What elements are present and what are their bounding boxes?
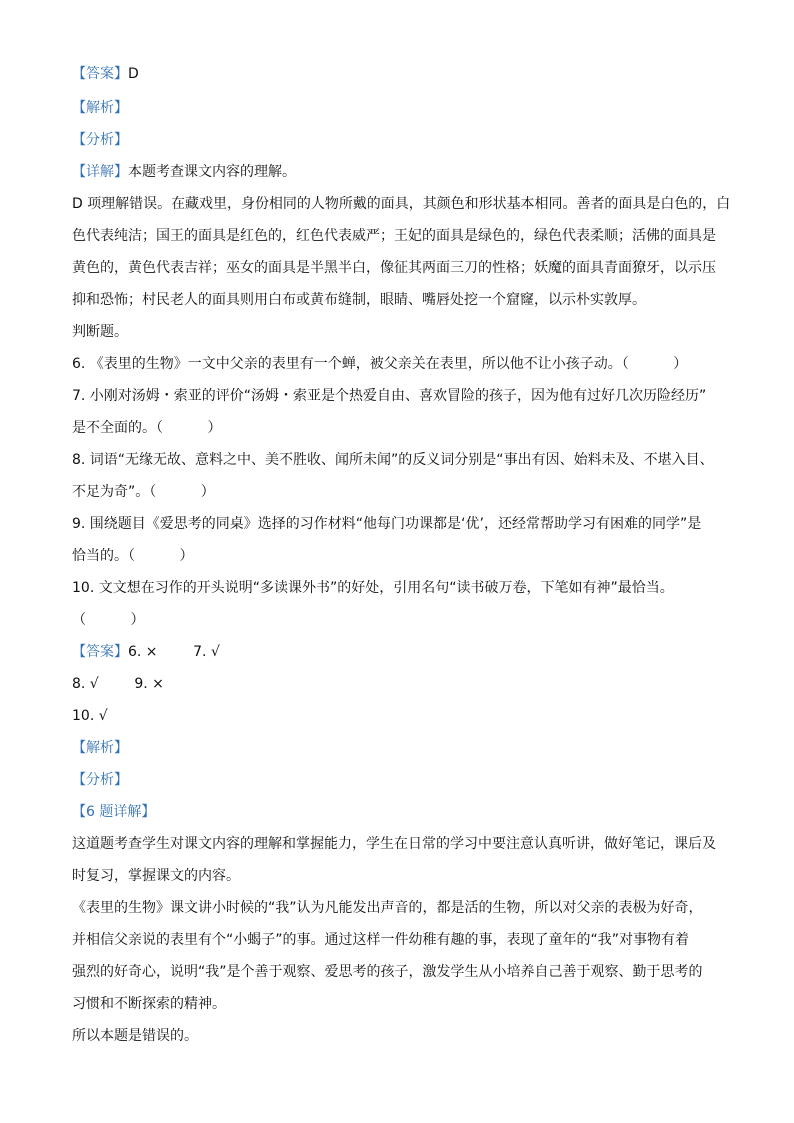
answer-line	[72, 64, 139, 84]
question-9-cont: 恰当的。（ ）	[72, 548, 194, 564]
answers-line-3: 10. √	[72, 708, 108, 724]
detail-tag: 详解	[86, 164, 114, 180]
answer-tag: 【答案】	[72, 66, 128, 82]
breakdown-heading: 【分析】	[72, 132, 128, 148]
q6-detail-heading: 【6 题详解】	[72, 804, 156, 820]
detail-text: 本题考查课文内容的理解。	[128, 164, 296, 180]
question-10-cont: （ ）	[72, 612, 145, 628]
q6-explanation-line: 习惯和不断探索的精神。	[72, 996, 226, 1012]
question-8-cont: 不足为奇”。（ ）	[72, 484, 215, 500]
breakdown-tag: 分析	[86, 132, 114, 148]
q6-explanation-line: 时复习，掌握课文的内容。	[72, 868, 240, 884]
q6-explanation-line: 强烈的好奇心，说明“我”是个善于观察、爱思考的孩子，激发学生从小培养自己善于观察、勤于思考的	[72, 964, 703, 980]
question-9: 9. 围绕题目《爱思考的同桌》选择的习作材料“他每门功课都是‘优’，还经常帮助学习有困难的同学”是	[72, 516, 702, 532]
breakdown-tag-2: 分析	[86, 772, 114, 788]
answers-text: 6. × 7. √	[128, 644, 220, 660]
q6-explanation-line: 《表里的生物》课文讲小时候的“我”认为凡能发出声音的，都是活的生物，所以对父亲的表极为好奇，	[72, 900, 703, 916]
analysis-heading: 【解析】	[72, 100, 128, 116]
answer-text: D	[128, 66, 139, 82]
analysis-tag-2: 解析	[86, 740, 114, 756]
section-title: 判断题。	[72, 324, 128, 340]
q6-detail-tag: 6 题详解	[86, 804, 142, 820]
answers-line: 【答案】6. × 7. √	[72, 644, 220, 660]
breakdown-heading-2: 【分析】	[72, 772, 128, 788]
explanation-line: 色代表纯洁；国王的面具是红色的，红色代表威严；王妃的面具是绿色的，绿色代表柔顺；活佛的面具是	[72, 228, 716, 244]
explanation-line: 抑和恐怖；村民老人的面具则用白布或黄布缝制，眼睛、嘴唇处挖一个窟窿，以示朴实敦厚。	[72, 292, 646, 308]
question-8: 8. 词语“无缘无故、意料之中、美不胜收、闻所未闻”的反义词分别是“事出有因、始料未及、不堪入目、	[72, 452, 714, 468]
q6-explanation-line: 这道题考查学生对课文内容的理解和掌握能力，学生在日常的学习中要注意认真听讲，做好笔记，课后及	[72, 836, 716, 852]
q6-explanation-line: 并相信父亲说的表里有个“小蝎子”的事。通过这样一件幼稚有趣的事，表现了童年的“我”对事物有着	[72, 932, 690, 948]
explanation-line: D 项理解错误。在藏戏里，身份相同的人物所戴的面具，其颜色和形状基本相同。善者的面具是白色的，白	[72, 196, 731, 212]
explanation-line: 黄色的，黄色代表吉祥；巫女的面具是半黑半白，像征其两面三刀的性格；妖魔的面具青面獠牙，以示压	[72, 260, 716, 276]
question-10: 10. 文文想在习作的开头说明“多读课外书”的好处，引用名句“读书破万卷，下笔如有神”最恰当。	[72, 580, 674, 596]
analysis-tag: 解析	[86, 100, 114, 116]
answers-line-2: 8. √ 9. ×	[72, 676, 164, 692]
q6-conclusion: 所以本题是错误的。	[72, 1028, 198, 1044]
question-6: 6. 《表里的生物》一文中父亲的表里有一个蝉，被父亲关在表里，所以他不让小孩子动。（ ）	[72, 356, 688, 372]
question-7-cont: 是不全面的。（ ）	[72, 420, 222, 436]
answers-tag: 答案	[86, 644, 114, 660]
detail-line: 【详解】本题考查课文内容的理解。	[72, 164, 296, 180]
analysis-heading-2: 【解析】	[72, 740, 128, 756]
question-7: 7. 小刚对汤姆・索亚的评价“汤姆・索亚是个热爱自由、喜欢冒险的孩子，因为他有过好几次历险经历”	[72, 388, 707, 404]
